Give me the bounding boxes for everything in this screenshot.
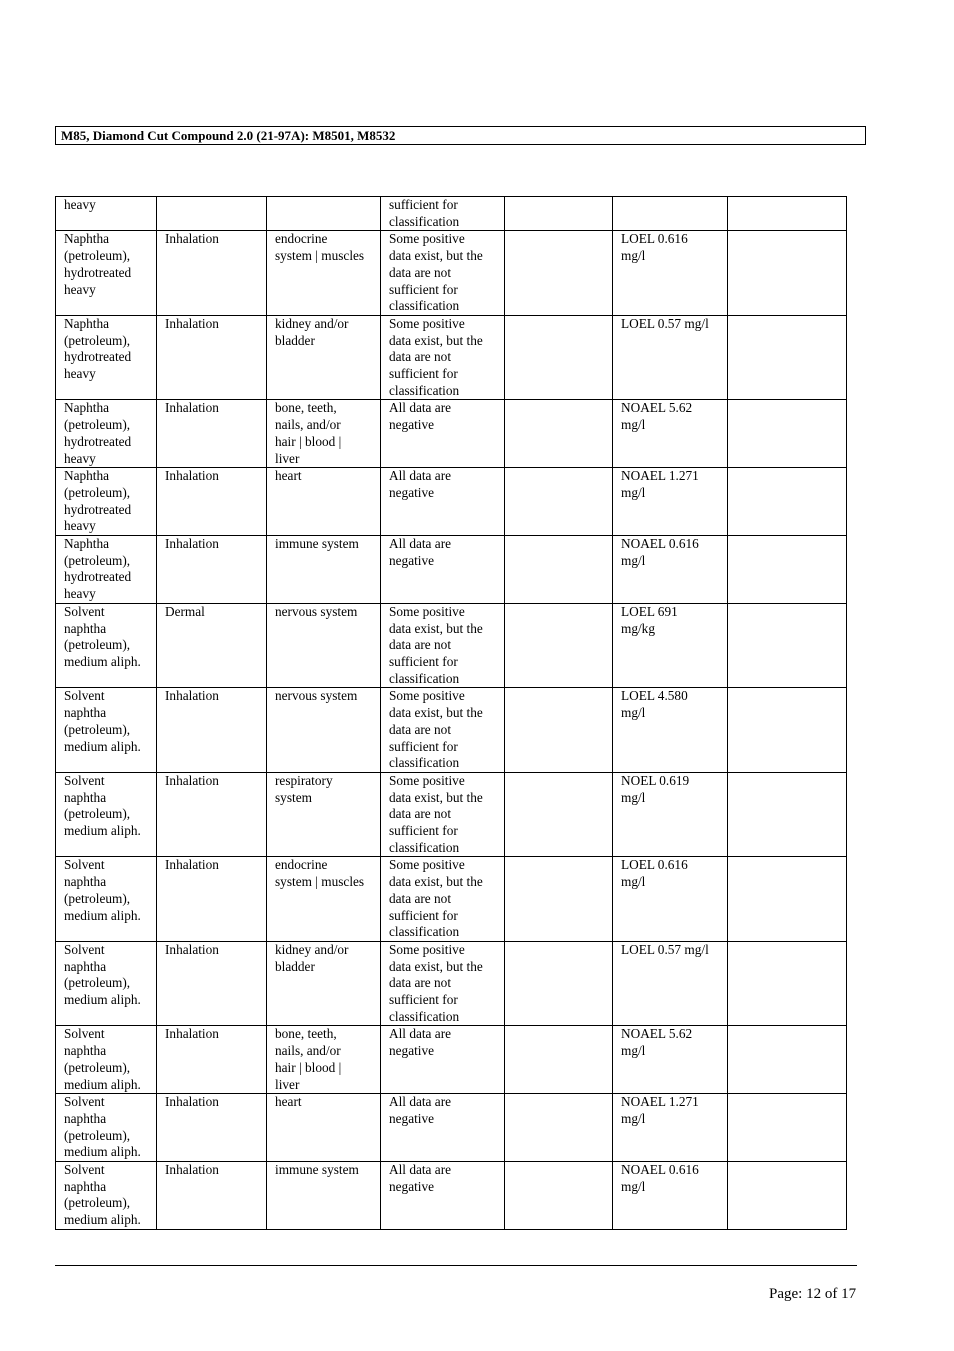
cell-line: heart: [275, 468, 302, 484]
test-result-cell: [613, 1094, 728, 1162]
substance-name-cell: [56, 468, 157, 536]
cell-line: data exist, but the: [389, 789, 483, 805]
cell-line: hydrotreated: [64, 569, 132, 585]
cell-line: data are not: [389, 721, 452, 737]
substance-name-cell: [56, 315, 157, 400]
cell-line: (petroleum),: [64, 1059, 131, 1075]
cell-line: heavy: [64, 281, 96, 297]
route-cell: [157, 1026, 267, 1094]
cell-line: Inhalation: [165, 941, 219, 957]
species-cell: [505, 603, 613, 688]
cell-line: mg/kg: [621, 620, 655, 636]
test-result-cell: [613, 197, 728, 231]
cell-line: Solvent: [64, 1094, 105, 1110]
target-organ-cell: [267, 772, 381, 857]
route-cell: [157, 400, 267, 468]
cell-line: Naphtha: [64, 400, 110, 416]
cell-line: hydrotreated: [64, 433, 132, 449]
target-organ-cell: [267, 468, 381, 536]
cell-line: mg/l: [621, 874, 646, 890]
target-organ-cell: [267, 857, 381, 942]
cell-line: LOEL 0.57 mg/l: [621, 941, 709, 957]
cell-line: Solvent: [64, 603, 105, 619]
target-organ-cell: [267, 603, 381, 688]
cell-line: mg/l: [621, 705, 646, 721]
cell-line: data are not: [389, 975, 452, 991]
route-cell: [157, 772, 267, 857]
cell-line: sufficient for: [389, 823, 458, 839]
cell-line: data exist, but the: [389, 874, 483, 890]
cell-line: bladder: [275, 332, 315, 348]
cell-line: Inhalation: [165, 772, 219, 788]
cell-line: heavy: [64, 450, 96, 466]
cell-line: All data are: [389, 468, 452, 484]
table-row: [56, 857, 847, 942]
cell-line: sufficient for: [389, 992, 458, 1008]
route-cell: [157, 857, 267, 942]
cell-line: sufficient for: [389, 197, 458, 212]
table-row: [56, 1026, 847, 1094]
exposure-duration-cell: [728, 857, 847, 942]
test-result-cell: [613, 941, 728, 1026]
cell-line: medium aliph.: [64, 1212, 141, 1228]
cell-line: naphtha: [64, 620, 107, 636]
species-cell: [505, 315, 613, 400]
test-result-cell: [613, 772, 728, 857]
species-cell: [505, 1026, 613, 1094]
cell-line: Some positive: [389, 603, 465, 619]
cell-line: NOAEL 0.616: [621, 536, 699, 552]
table-row: [56, 772, 847, 857]
table-row: [56, 468, 847, 536]
value-cell: [381, 315, 505, 400]
species-cell: [505, 1094, 613, 1162]
cell-line: (petroleum),: [64, 332, 131, 348]
substance-name-cell: [56, 772, 157, 857]
value-cell: [381, 941, 505, 1026]
cell-line: data are not: [389, 264, 452, 280]
target-organ-cell: [267, 688, 381, 773]
cell-line: medium aliph.: [64, 1076, 141, 1092]
exposure-duration-cell: [728, 688, 847, 773]
cell-line: Solvent: [64, 1026, 105, 1042]
route-cell: [157, 468, 267, 536]
substance-name-cell: [56, 688, 157, 773]
cell-line: liver: [275, 450, 300, 466]
table-row: [56, 231, 847, 316]
cell-line: heavy: [64, 586, 96, 602]
value-cell: [381, 857, 505, 942]
cell-line: LOEL 0.57 mg/l: [621, 315, 709, 331]
cell-line: mg/l: [621, 789, 646, 805]
cell-line: (petroleum),: [64, 806, 131, 822]
cell-line: mg/l: [621, 417, 646, 433]
value-cell: [381, 1094, 505, 1162]
exposure-duration-cell: [728, 315, 847, 400]
cell-line: kidney and/or: [275, 941, 349, 957]
cell-line: nervous system: [275, 688, 358, 704]
cell-line: data exist, but the: [389, 332, 483, 348]
cell-line: Solvent: [64, 688, 105, 704]
document-title: M85, Diamond Cut Compound 2.0 (21-97A): M8501, M8532: [61, 128, 396, 143]
toxicity-table-body: [56, 197, 847, 1230]
cell-line: Some positive: [389, 231, 465, 247]
cell-line: nervous system: [275, 603, 358, 619]
substance-name-cell: [56, 857, 157, 942]
test-result-cell: [613, 688, 728, 773]
cell-line: bone, teeth,: [275, 400, 337, 416]
cell-line: mg/l: [621, 248, 646, 264]
cell-line: medium aliph.: [64, 907, 141, 923]
cell-line: system | muscles: [275, 248, 365, 264]
test-result-cell: [613, 231, 728, 316]
cell-line: (petroleum),: [64, 1127, 131, 1143]
cell-line: classification: [389, 839, 460, 855]
cell-line: mg/l: [621, 1178, 646, 1194]
table-row: [56, 688, 847, 773]
cell-line: Inhalation: [165, 1162, 219, 1178]
cell-line: classification: [389, 382, 460, 398]
cell-line: negative: [389, 484, 435, 500]
cell-line: mg/l: [621, 1110, 646, 1126]
cell-line: endocrine: [275, 857, 328, 873]
cell-line: medium aliph.: [64, 653, 141, 669]
cell-line: data exist, but the: [389, 705, 483, 721]
cell-line: All data are: [389, 536, 452, 552]
target-organ-cell: [267, 231, 381, 316]
cell-line: data are not: [389, 637, 452, 653]
cell-line: LOEL 4.580: [621, 688, 688, 704]
exposure-duration-cell: [728, 772, 847, 857]
test-result-cell: [613, 536, 728, 604]
cell-line: data exist, but the: [389, 958, 483, 974]
cell-line: naphtha: [64, 874, 107, 890]
cell-line: (petroleum),: [64, 721, 131, 737]
exposure-duration-cell: [728, 1026, 847, 1094]
substance-name-cell: [56, 941, 157, 1026]
species-cell: [505, 857, 613, 942]
test-result-cell: [613, 1026, 728, 1094]
cell-line: (petroleum),: [64, 552, 131, 568]
cell-line: classification: [389, 670, 460, 686]
substance-name-cell: [56, 536, 157, 604]
cell-line: sufficient for: [389, 366, 458, 382]
value-cell: [381, 400, 505, 468]
species-cell: [505, 231, 613, 316]
route-cell: [157, 941, 267, 1026]
cell-line: heavy: [64, 518, 96, 534]
cell-line: medium aliph.: [64, 1144, 141, 1160]
route-cell: [157, 197, 267, 231]
exposure-duration-cell: [728, 231, 847, 316]
cell-line: medium aliph.: [64, 738, 141, 754]
table-row: [56, 1094, 847, 1162]
route-cell: [157, 688, 267, 773]
cell-line: endocrine: [275, 231, 328, 247]
table-row: [56, 536, 847, 604]
target-organ-cell: [267, 1026, 381, 1094]
cell-line: liver: [275, 1076, 300, 1092]
route-cell: [157, 231, 267, 316]
cell-line: All data are: [389, 1026, 452, 1042]
target-organ-cell: [267, 536, 381, 604]
cell-line: All data are: [389, 400, 452, 416]
cell-line: hair | blood |: [275, 1059, 342, 1075]
route-cell: [157, 1094, 267, 1162]
cell-line: nails, and/or: [275, 1043, 341, 1059]
cell-line: respiratory: [275, 772, 333, 788]
cell-line: data are not: [389, 349, 452, 365]
cell-line: classification: [389, 1008, 460, 1024]
cell-line: sufficient for: [389, 738, 458, 754]
cell-line: heavy: [64, 366, 96, 382]
cell-line: Some positive: [389, 315, 465, 331]
species-cell: [505, 772, 613, 857]
substance-name-cell: [56, 400, 157, 468]
cell-line: heavy: [64, 197, 96, 212]
test-result-cell: [613, 857, 728, 942]
cell-line: LOEL 691: [621, 603, 678, 619]
cell-line: NOAEL 1.271: [621, 468, 699, 484]
species-cell: [505, 197, 613, 231]
cell-line: medium aliph.: [64, 992, 141, 1008]
value-cell: [381, 772, 505, 857]
cell-line: NOEL 0.619: [621, 772, 690, 788]
cell-line: sufficient for: [389, 653, 458, 669]
value-cell: [381, 536, 505, 604]
cell-line: Solvent: [64, 941, 105, 957]
cell-line: mg/l: [621, 484, 646, 500]
value-cell: [381, 1162, 505, 1230]
cell-line: Inhalation: [165, 468, 219, 484]
cell-line: negative: [389, 1178, 435, 1194]
document-header: [55, 126, 866, 145]
value-cell: [381, 231, 505, 316]
cell-line: hydrotreated: [64, 501, 132, 517]
species-cell: [505, 688, 613, 773]
cell-line: Inhalation: [165, 315, 219, 331]
route-cell: [157, 536, 267, 604]
cell-line: mg/l: [621, 552, 646, 568]
exposure-duration-cell: [728, 468, 847, 536]
species-cell: [505, 400, 613, 468]
cell-line: negative: [389, 1043, 435, 1059]
species-cell: [505, 1162, 613, 1230]
cell-line: (petroleum),: [64, 975, 131, 991]
cell-line: Inhalation: [165, 1094, 219, 1110]
value-cell: [381, 1026, 505, 1094]
cell-line: (petroleum),: [64, 890, 131, 906]
cell-line: Naphtha: [64, 468, 110, 484]
cell-line: (petroleum),: [64, 1195, 131, 1211]
cell-line: NOAEL 1.271: [621, 1094, 699, 1110]
cell-line: negative: [389, 1110, 435, 1126]
cell-line: mg/l: [621, 1043, 646, 1059]
test-result-cell: [613, 1162, 728, 1230]
cell-line: hydrotreated: [64, 264, 132, 280]
cell-line: nails, and/or: [275, 417, 341, 433]
species-cell: [505, 941, 613, 1026]
page-number: Page: 12 of 17: [769, 1286, 857, 1302]
cell-line: NOAEL 5.62: [621, 1026, 693, 1042]
cell-line: Inhalation: [165, 1026, 219, 1042]
value-cell: [381, 197, 505, 231]
cell-line: Dermal: [165, 603, 205, 619]
test-result-cell: [613, 603, 728, 688]
substance-name-cell: [56, 1026, 157, 1094]
cell-line: Inhalation: [165, 231, 219, 247]
exposure-duration-cell: [728, 1162, 847, 1230]
cell-line: All data are: [389, 1094, 452, 1110]
cell-line: naphtha: [64, 705, 107, 721]
cell-line: naphtha: [64, 789, 107, 805]
cell-line: Solvent: [64, 1162, 105, 1178]
cell-line: data are not: [389, 806, 452, 822]
cell-line: hair | blood |: [275, 433, 342, 449]
cell-line: classification: [389, 755, 460, 771]
cell-line: Naphtha: [64, 315, 110, 331]
cell-line: LOEL 0.616: [621, 231, 688, 247]
cell-line: bladder: [275, 958, 315, 974]
cell-line: data exist, but the: [389, 620, 483, 636]
table-row: [56, 1162, 847, 1230]
substance-name-cell: [56, 1094, 157, 1162]
exposure-duration-cell: [728, 400, 847, 468]
species-cell: [505, 468, 613, 536]
cell-line: data exist, but the: [389, 248, 483, 264]
test-result-cell: [613, 468, 728, 536]
cell-line: medium aliph.: [64, 823, 141, 839]
cell-line: Naphtha: [64, 231, 110, 247]
cell-line: Inhalation: [165, 536, 219, 552]
table-row: [56, 941, 847, 1026]
target-organ-cell: [267, 197, 381, 231]
target-organ-cell: [267, 315, 381, 400]
cell-line: hydrotreated: [64, 349, 132, 365]
footer-divider: [55, 1265, 857, 1266]
cell-line: All data are: [389, 1162, 452, 1178]
substance-name-cell: [56, 231, 157, 316]
cell-line: Some positive: [389, 941, 465, 957]
species-cell: [505, 536, 613, 604]
table-row: [56, 197, 847, 231]
cell-line: Inhalation: [165, 857, 219, 873]
substance-name-cell: [56, 1162, 157, 1230]
target-organ-cell: [267, 1094, 381, 1162]
cell-line: Some positive: [389, 857, 465, 873]
cell-line: Inhalation: [165, 688, 219, 704]
cell-line: system: [275, 789, 312, 805]
cell-line: NOAEL 5.62: [621, 400, 693, 416]
cell-line: system | muscles: [275, 874, 365, 890]
cell-line: heart: [275, 1094, 302, 1110]
cell-line: naphtha: [64, 958, 107, 974]
cell-line: (petroleum),: [64, 637, 131, 653]
target-organ-cell: [267, 400, 381, 468]
route-cell: [157, 1162, 267, 1230]
cell-line: LOEL 0.616: [621, 857, 688, 873]
value-cell: [381, 688, 505, 773]
test-result-cell: [613, 315, 728, 400]
cell-line: (petroleum),: [64, 417, 131, 433]
cell-line: classification: [389, 298, 460, 314]
table-row: [56, 400, 847, 468]
substance-name-cell: [56, 197, 157, 231]
cell-line: classification: [389, 924, 460, 940]
cell-line: (petroleum),: [64, 484, 131, 500]
route-cell: [157, 603, 267, 688]
cell-line: negative: [389, 417, 435, 433]
target-organ-cell: [267, 1162, 381, 1230]
table-row: [56, 603, 847, 688]
cell-line: negative: [389, 552, 435, 568]
target-organ-cell: [267, 941, 381, 1026]
cell-line: (petroleum),: [64, 248, 131, 264]
cell-line: naphtha: [64, 1043, 107, 1059]
cell-line: Some positive: [389, 772, 465, 788]
value-cell: [381, 468, 505, 536]
cell-line: bone, teeth,: [275, 1026, 337, 1042]
substance-name-cell: [56, 603, 157, 688]
cell-line: Solvent: [64, 772, 105, 788]
cell-line: Solvent: [64, 857, 105, 873]
exposure-duration-cell: [728, 197, 847, 231]
cell-line: Some positive: [389, 688, 465, 704]
cell-line: sufficient for: [389, 907, 458, 923]
cell-line: Naphtha: [64, 536, 110, 552]
exposure-duration-cell: [728, 941, 847, 1026]
cell-line: NOAEL 0.616: [621, 1162, 699, 1178]
cell-line: Inhalation: [165, 400, 219, 416]
value-cell: [381, 603, 505, 688]
test-result-cell: [613, 400, 728, 468]
cell-line: naphtha: [64, 1110, 107, 1126]
exposure-duration-cell: [728, 536, 847, 604]
table-row: [56, 315, 847, 400]
cell-line: immune system: [275, 536, 359, 552]
cell-line: classification: [389, 213, 460, 229]
cell-line: data are not: [389, 890, 452, 906]
exposure-duration-cell: [728, 603, 847, 688]
route-cell: [157, 315, 267, 400]
toxicity-table: [55, 196, 847, 1230]
cell-line: kidney and/or: [275, 315, 349, 331]
exposure-duration-cell: [728, 1094, 847, 1162]
cell-line: sufficient for: [389, 281, 458, 297]
cell-line: naphtha: [64, 1178, 107, 1194]
cell-line: immune system: [275, 1162, 359, 1178]
